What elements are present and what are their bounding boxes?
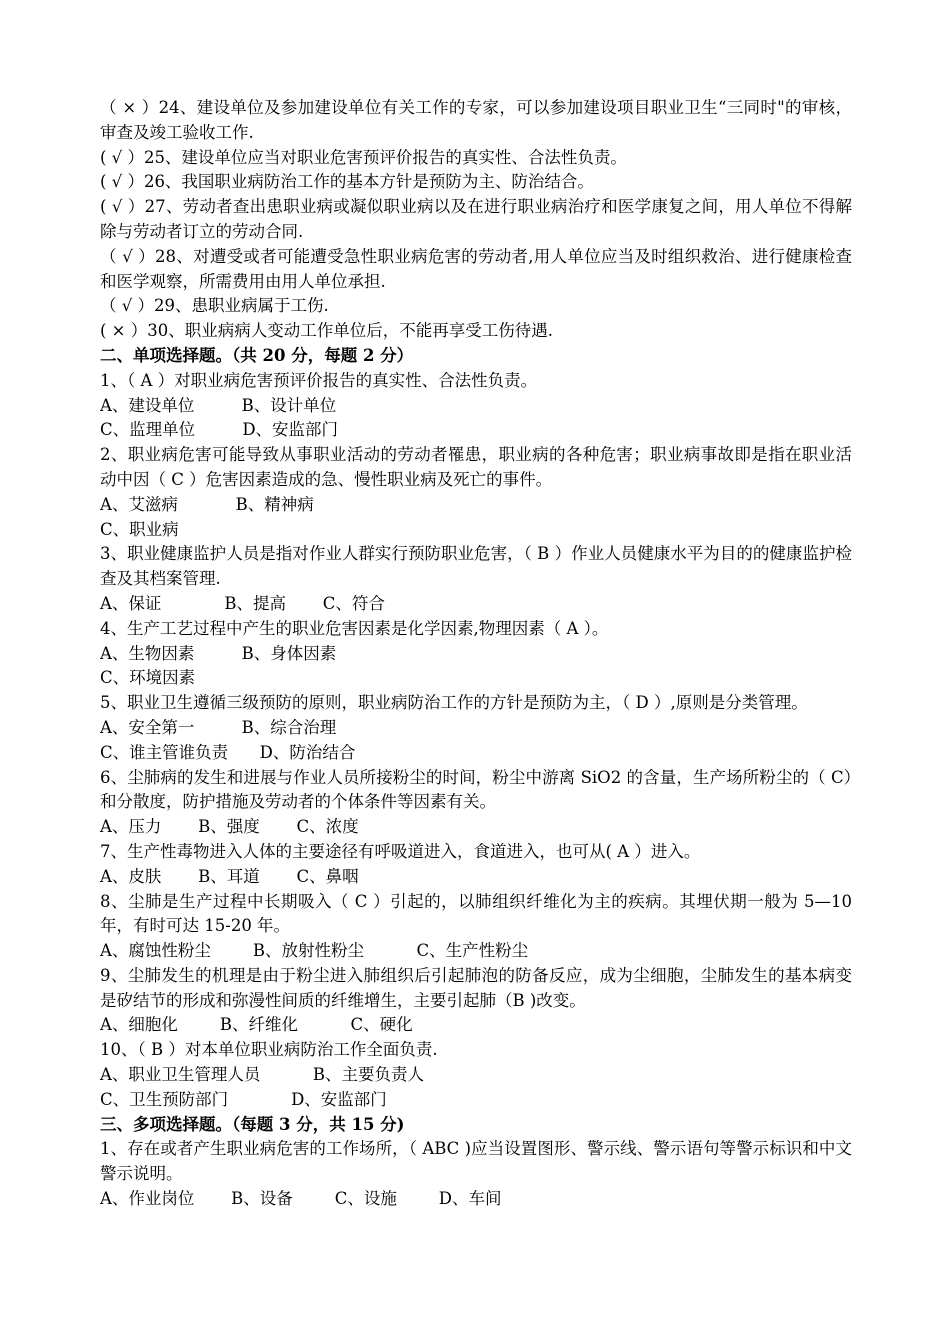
- question-text: 1、存在或者产生职业病危害的工作场所，（ ABC )应当设置图形、警示线、警示语句等警示标识和中文警示说明。: [100, 1139, 852, 1184]
- question-text: 9、尘肺发生的机理是由于粉尘进入肺组织后引起肺泡的防备反应，成为尘细胞，尘肺发生的基本病变是矽结节的形成和弥漫性间质的纤维增生，主要引起肺（B )改变。: [100, 965, 852, 1010]
- tf-item-29: （ √ ）29、患职业病属于工伤.: [100, 296, 329, 316]
- question-options: A、细胞化 B、纤维化 C、硬化: [100, 1015, 413, 1035]
- question-options: C、环境因素: [100, 668, 196, 688]
- question-options: A、艾滋病 B、精神病: [100, 494, 314, 514]
- question-options: A、作业岗位 B、设备 C、设施 D、车间: [100, 1189, 502, 1209]
- question-text: 5、职业卫生遵循三级预防的原则，职业病防治工作的方针是预防为主，（ D ）,原则是分类管理。: [100, 693, 808, 713]
- section-heading-single-choice: 二、单项选择题。（共 20 分，每题 2 分）: [100, 345, 414, 365]
- question-options: C、卫生预防部门 D、安监部门: [100, 1089, 387, 1109]
- section-heading-multiple-choice: 三、多项选择题。（每题 3 分，共 15 分): [100, 1114, 405, 1134]
- question-text: 8、尘肺是生产过程中长期吸入（ C ）引起的，以肺组织纤维化为主的疾病。其埋伏期一般为 5—10 年，有时可达 15-20 年。: [100, 891, 852, 936]
- question-text: 2、职业病危害可能导致从事职业活动的劳动者罹患，职业病的各种危害；职业病事故即是指在职业活动中因（ C ）危害因素造成的急、慢性职业病及死亡的事件。: [100, 445, 852, 489]
- question-options: A、压力 B、强度 C、浓度: [100, 817, 359, 837]
- question-options: A、职业卫生管理人员 B、主要负责人: [100, 1065, 424, 1085]
- question-options: C、谁主管谁负责 D、防治结合: [100, 742, 356, 762]
- question-text: 1、（ A ）对职业病危害预评价报告的真实性、合法性负责。: [100, 370, 538, 390]
- question-text: 3、职业健康监护人员是指对作业人群实行预防职业危害，（ B ）作业人员健康水平为目的的健康监护检查及其档案管理.: [100, 544, 852, 589]
- document-page: [100, 96, 852, 1212]
- question-options: A、保证 B、提高 C、符合: [100, 593, 385, 613]
- tf-item-25: ( √ ）25、建设单位应当对职业危害预评价报告的真实性、合法性负责。: [100, 147, 627, 167]
- tf-item-30: ( × ）30、职业病病人变动工作单位后，不能再享受工伤待遇.: [100, 321, 553, 341]
- question-options: A、皮肤 B、耳道 C、鼻咽: [100, 866, 359, 886]
- tf-item-28: （ √ ）28、对遭受或者可能遭受急性职业病危害的劳动者,用人单位应当及时组织救治、进行健康检查和医学观察，所需费用由用人单位承担.: [100, 246, 852, 291]
- question-text: 6、尘肺病的发生和进展与作业人员所接粉尘的时间，粉尘中游离 SiO2 的含量，生产场所粉尘的（ C）和分散度，防护措施及劳动者的个体条件等因素有关。: [100, 767, 852, 812]
- question-text: 7、生产性毒物进入人体的主要途径有呼吸道进入，食道进入，也可从( A ）进入。: [100, 841, 701, 861]
- tf-item-24: （ × ）24、建设单位及参加建设单位有关工作的专家，可以参加建设项目职业卫生“三同时"的审核，审查及竣工验收工作.: [100, 98, 852, 142]
- question-text: 10、（ B ）对本单位职业病防治工作全面负责.: [100, 1040, 438, 1060]
- question-text: 4、生产工艺过程中产生的职业危害因素是化学因素,物理因素（ A ）。: [100, 618, 609, 638]
- tf-item-26: ( √ ）26、我国职业病防治工作的基本方针是预防为主、防治结合。: [100, 172, 594, 192]
- question-options: C、监理单位 D、安监部门: [100, 420, 339, 440]
- question-options: C、职业病: [100, 519, 179, 539]
- question-options: A、安全第一 B、综合治理: [100, 717, 337, 737]
- question-options: A、建设单位 B、设计单位: [100, 395, 337, 415]
- tf-item-27: ( √ ）27、劳动者查出患职业病或凝似职业病以及在进行职业病治疗和医学康复之间，用人单位不得解除与劳动者订立的劳动合同.: [100, 197, 852, 241]
- question-options: A、腐蚀性粉尘 B、放射性粉尘 C、生产性粉尘: [100, 941, 529, 961]
- question-options: A、生物因素 B、身体因素: [100, 643, 337, 663]
